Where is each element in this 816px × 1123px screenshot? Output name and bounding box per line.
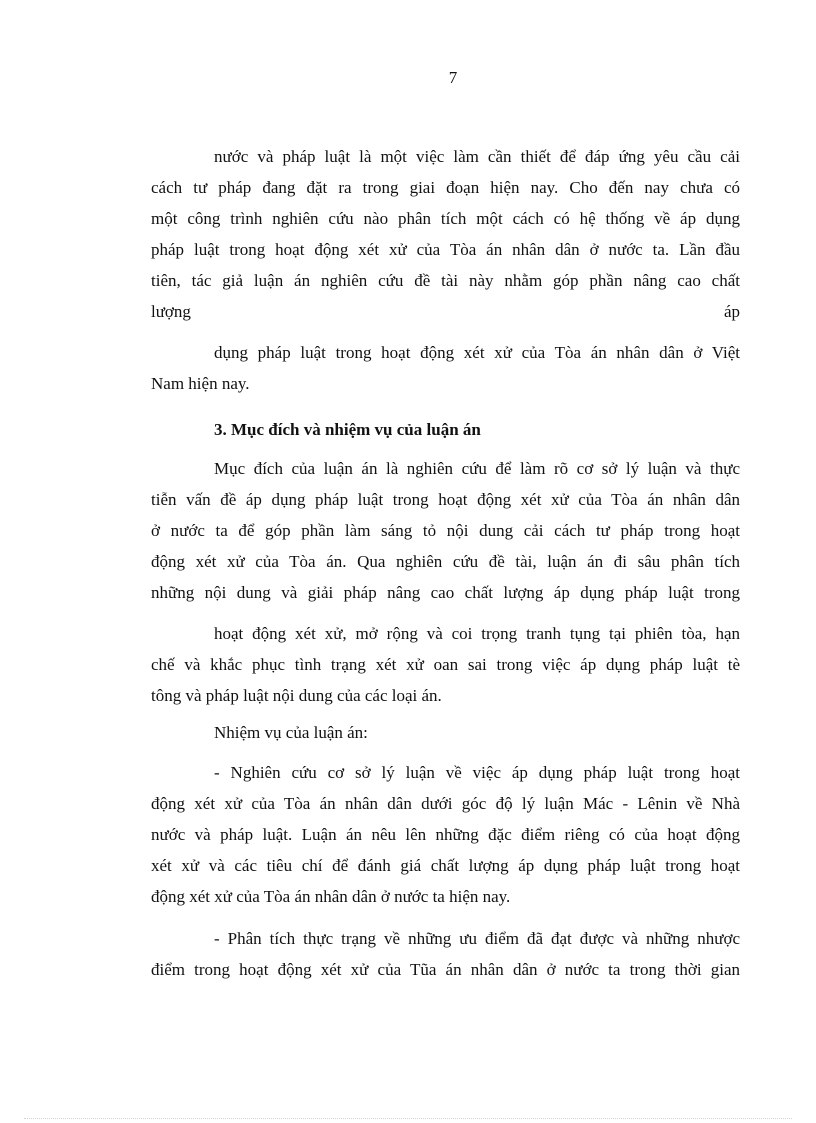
text-line: xét xử và các tiêu chí để đánh giá chất lượng áp dụng pháp luật trong hoạt — [151, 856, 740, 875]
text-line: tiễn vấn đề áp dụng pháp luật trong hoạt động xét xử của Tòa án nhân dân — [151, 490, 740, 509]
text-line: pháp luật trong hoạt động xét xử của Tòa án nhân dân ở nước ta. Lần đầu — [151, 240, 740, 259]
text-line: hoạt động xét xử, mở rộng và coi trọng tranh tụng tại phiên tòa, hạn — [214, 624, 740, 643]
text-line: tông và pháp luật nội dung của các loại án. — [151, 686, 442, 705]
text-line: - Nghiên cứu cơ sở lý luận về việc áp dụng pháp luật trong hoạt — [214, 763, 740, 782]
text-line: Nam hiện nay. — [151, 374, 250, 393]
paragraph-3 — [151, 453, 740, 608]
text-line: Mục đích của luận án là nghiên cứu để làm rõ cơ sở lý luận và thực — [214, 459, 740, 478]
text-word: lượng — [151, 302, 191, 321]
text-line: một công trình nghiên cứu nào phân tích một cách có hệ thống về áp dụng — [151, 209, 740, 228]
paragraph-2 — [151, 337, 740, 399]
text-line: động xét xử của Tòa án nhân dân dưới góc độ lý luận Mác - Lênin về Nhà — [151, 794, 740, 813]
text-line: cách tư pháp đang đặt ra trong giai đoạn hiện nay. Cho đến nay chưa có — [151, 178, 740, 197]
text-line: tiên, tác giả luận án nghiên cứu đề tài này nhằm góp phần nâng cao chất — [151, 271, 740, 290]
text-line: nước và pháp luật. Luận án nêu lên những đặc điểm riêng có của hoạt động — [151, 825, 740, 844]
text-line: dụng pháp luật trong hoạt động xét xử của Tòa án nhân dân ở Việt — [214, 343, 740, 362]
tasks-label — [151, 717, 740, 748]
text-line: động xét xử của Tòa án. Qua nghiên cứu đề tài, luận án đi sâu phân tích — [151, 552, 740, 571]
paragraph-4 — [151, 618, 740, 711]
text-line: - Phân tích thực trạng về những ưu điểm đã đạt được và những nhược — [214, 929, 740, 948]
text-line: Nhiệm vụ của luận án: — [214, 723, 368, 742]
text-line: điểm trong hoạt động xét xử của Tũa án nhân dân ở nước ta trong thời gian — [151, 960, 740, 979]
text-line: những nội dung và giải pháp nâng cao chất lượng áp dụng pháp luật trong — [151, 583, 740, 602]
page-number: 7 — [448, 68, 458, 87]
text-word: áp — [723, 302, 740, 321]
bottom-rule — [24, 1118, 792, 1119]
text-line-split — [151, 296, 740, 327]
text-line: chế và khắc phục tình trạng xét xử oan sai trong việc áp dụng pháp luật tè — [151, 655, 740, 674]
paragraph-5 — [151, 757, 740, 912]
paragraph-1 — [151, 141, 740, 327]
heading-text: 3. Mục đích và nhiệm vụ của luận án — [214, 420, 481, 439]
paragraph-6 — [151, 923, 740, 985]
text-line: động xét xử của Tòa án nhân dân ở nước ta hiện nay. — [151, 887, 511, 906]
text-line: nước và pháp luật là một việc làm cần thiết để đáp ứng yêu cầu cải — [214, 147, 740, 166]
text-line: ở nước ta để góp phần làm sáng tỏ nội dung cải cách tư pháp trong hoạt — [151, 521, 740, 540]
section-heading — [151, 414, 740, 445]
